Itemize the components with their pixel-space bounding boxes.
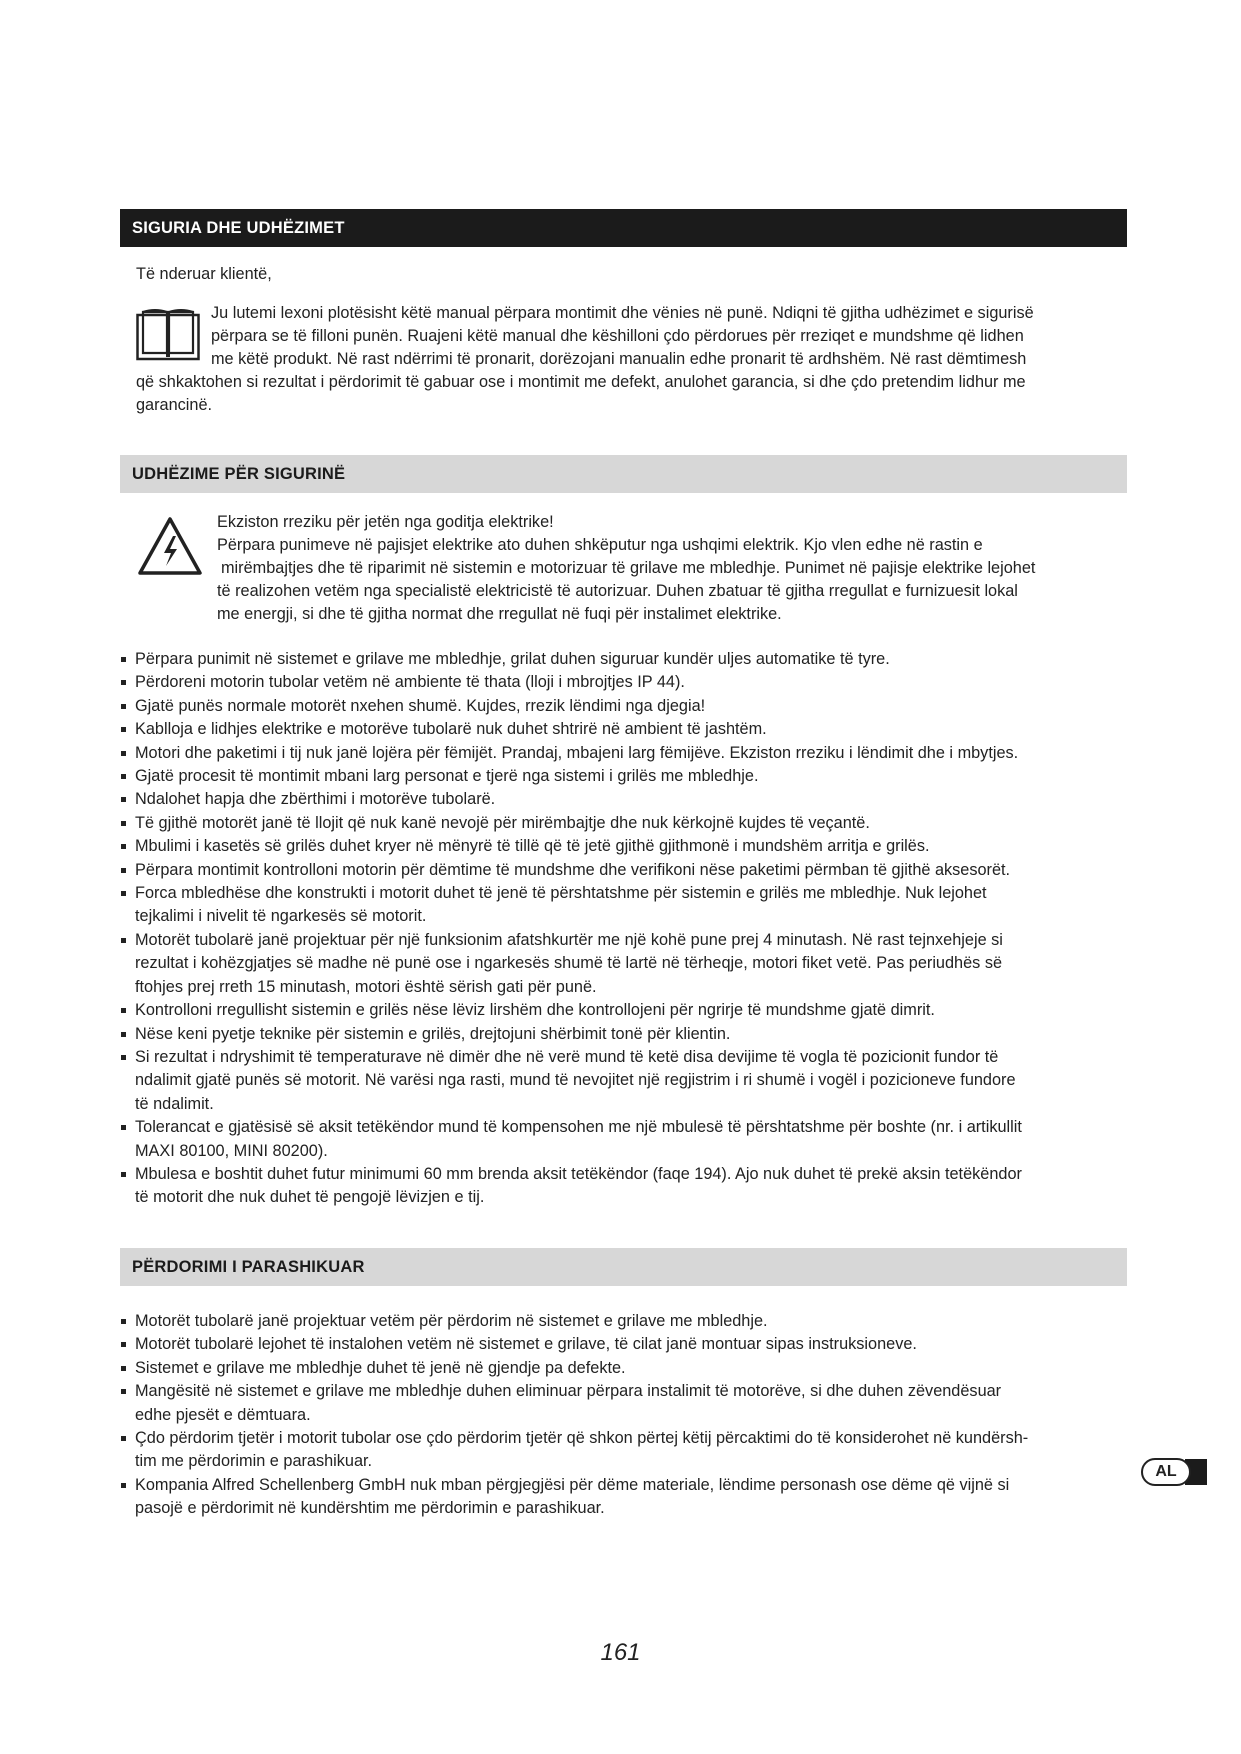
section-title: SIGURIA DHE UDHËZIMET — [132, 219, 345, 237]
list-item — [120, 929, 1022, 999]
list-item-line: Gjatë procesit të montimit mbani larg personat e tjerë nga sistemi i grilës me mbledhje. — [135, 767, 759, 786]
list-item — [120, 1380, 1028, 1427]
list-item-line: të motorit dhe nuk duhet të pengojë lëvizjen e tij. — [135, 1188, 485, 1207]
intro-line-1: Ju lutemi lexoni plotësisht këtë manual përpara montimit dhe vënies në punë. Ndiqni të gjitha udhëzimet e sigurisë — [211, 304, 1034, 322]
intended-use-bullet-list — [120, 1310, 1028, 1521]
warning-line-3: mirëmbajtjes dhe të riparimit në sistemin e motorizuar të grilave me mbledhje. Punimet në pajisje elektrike lejohet — [221, 559, 1036, 577]
list-item-line: edhe pjesët e dëmtuara. — [135, 1405, 311, 1424]
list-item — [120, 1046, 1022, 1116]
intro-line-5: garancinë. — [136, 396, 213, 414]
list-item — [120, 742, 1022, 765]
language-code: AL — [1141, 1458, 1191, 1486]
list-item-line: Përdoreni motorin tubolar vetëm në ambiente të thata (lloji i mbrojtjes IP 44). — [135, 673, 685, 692]
list-item — [120, 999, 1022, 1022]
list-item-line: Mangësitë në sistemet e grilave me mbledhje duhen eliminuar përpara instalimit të motorëve, si dhe duhen zëvendësuar — [135, 1382, 1002, 1401]
section-title: UDHËZIME PËR SIGURINË — [132, 465, 346, 483]
list-item — [120, 882, 1022, 929]
intro-line-4: që shkaktohen si rezultat i përdorimit të gabuar ose i montimit me defekt, anulohet garancia, si dhe çdo pretendim lidhur me — [136, 373, 1026, 391]
list-item-line: Motori dhe paketimi i tij nuk janë lojëra për fëmijët. Prandaj, mbajeni larg fëmijëve. Ekziston rreziku i lëndimit dhe i mbytjes. — [135, 743, 1019, 762]
open-book-icon — [136, 307, 200, 361]
intro-line-3: me këtë produkt. Në rast ndërrimi të pronarit, dorëzojani manualin edhe pronarit të ardhshëm. Në rast dëmtimesh — [211, 350, 1027, 368]
list-item — [120, 648, 1022, 671]
list-item — [120, 835, 1022, 858]
list-item-line: Motorët tubolarë janë projektuar vetëm për përdorim në sistemet e grilave me mbledhje. — [135, 1312, 768, 1330]
list-item — [120, 859, 1022, 882]
list-item-line: pasojë e përdorimit në kundërshtim me përdorimin e parashikuar. — [135, 1499, 605, 1518]
electric-hazard-icon — [137, 516, 203, 576]
greeting: Të nderuar klientë, — [136, 265, 272, 283]
page-number: 161 — [600, 1639, 641, 1666]
warning-line-2: Përpara punimeve në pajisjet elektrike ato duhen shkëputur nga ushqimi elektrik. Kjo vlen edhe në rastin e — [217, 536, 983, 554]
section-header-intended-use — [120, 1248, 1127, 1286]
list-item — [120, 765, 1022, 788]
list-item — [120, 1333, 1028, 1356]
list-item-line: të ndalimit. — [135, 1094, 214, 1113]
list-item-line: Çdo përdorim tjetër i motorit tubolar ose çdo përdorim tjetër që shkon përtej këtij përcaktimi do të konsiderohet në kundërsh- — [135, 1429, 1029, 1448]
list-item-line: Tolerancat e gjatësisë së aksit tetëkëndor mund të kompensohen me një mbulesë të përshtatshme për boshte (nr. i artikullit — [135, 1118, 1022, 1137]
list-item — [120, 1163, 1022, 1210]
list-item-line: Gjatë punës normale motorët nxehen shumë. Kujdes, rrezik lëndimi nga djegia! — [135, 696, 706, 715]
list-item-line: rezultat i kohëzgjatjes së madhe në punë ose i ngarkesës shumë të lartë në tërheqje, motori fiket vetë. Pas periudhës së — [135, 954, 1003, 973]
section-header-safety-instructions — [120, 209, 1127, 247]
intro-line-2: përpara se të filloni punën. Ruajeni këtë manual dhe këshilloni çdo përdorues për rreziqet e mundshme që lidhen — [211, 327, 1024, 345]
language-badge — [1141, 1458, 1211, 1486]
list-item — [120, 1023, 1022, 1046]
list-item-line: Mbulimi i kasetës së grilës duhet kryer në mënyrë të tillë që të jetë gjithë gjithmonë i mundshëm arritja e grilës. — [135, 837, 930, 856]
list-item-line: Motorët tubolarë lejohet të instalohen vetëm në sistemet e grilave, të cilat janë montuar sipas instruksioneve. — [135, 1335, 917, 1354]
list-item — [120, 1116, 1022, 1163]
list-item-line: Forca mbledhëse dhe konstrukti i motorit duhet të jenë të përshtatshme për sistemin e grilës me mbledhje. Nuk lejohet — [135, 884, 987, 903]
list-item-line: tim me përdorimin e parashikuar. — [135, 1452, 373, 1471]
list-item-line: ndalimit gjatë punës së motorit. Në varësi nga rasti, mund të nevojitet një regjistrim i ri shumë i vogël i pozicioneve fundore — [135, 1071, 1016, 1090]
list-item-line: Si rezultat i ndryshimit të temperaturave në dimër dhe në verë mund të ketë disa devijime të vogla të pozicionit fundor të — [135, 1047, 999, 1066]
warning-line-5: me energji, si dhe të gjitha normat dhe rregullat në fuqi për instalimet elektrike. — [217, 605, 782, 623]
list-item — [120, 1427, 1028, 1474]
list-item-line: Sistemet e grilave me mbledhje duhet të jenë në gjendje pa defekte. — [135, 1358, 626, 1377]
list-item-line: Motorët tubolarë janë projektuar për një funksionim afatshkurtër me një kohë pune prej 4 minutash. Në rast tejnxehjeje si — [135, 930, 1003, 949]
list-item — [120, 788, 1022, 811]
list-item-line: Ndalohet hapja dhe zbërthimi i motorëve tubolarë. — [135, 790, 496, 809]
list-item-line: Mbulesa e boshtit duhet futur minimumi 60 mm brenda aksit tetëkëndor (faqe 194). Ajo nuk duhet të prekë aksin tetëkëndor — [135, 1164, 1022, 1183]
list-item — [120, 695, 1022, 718]
list-item — [120, 1474, 1028, 1521]
list-item — [120, 812, 1022, 835]
list-item — [120, 1357, 1028, 1380]
list-item-line: MAXI 80100, MINI 80200). — [135, 1141, 328, 1160]
list-item-line: ftohjes prej rreth 15 minutash, motori është sërish gati për punë. — [135, 977, 597, 996]
list-item — [120, 718, 1022, 741]
list-item-line: Përpara punimit në sistemet e grilave me mbledhje, grilat duhen siguruar kundër uljes automatike të tyre. — [135, 650, 890, 668]
list-item — [120, 1310, 1028, 1333]
safety-bullet-list — [120, 648, 1022, 1210]
section-header-safety-notes — [120, 455, 1127, 493]
list-item — [120, 671, 1022, 694]
warning-line-4: të realizohen vetëm nga specialistë elektricistë të autorizuar. Duhen zbatuar të gjitha rregullat e furnizuesit lokal — [217, 582, 1018, 600]
list-item-line: Nëse keni pyetje teknike për sistemin e grilës, drejtojuni shërbimit tonë për klientin. — [135, 1024, 731, 1043]
list-item-line: tejkalimi i nivelit të ngarkesës së motorit. — [135, 907, 427, 926]
list-item-line: Kablloja e lidhjes elektrike e motorëve tubolarë nuk duhet shtrirë në ambient të jashtëm. — [135, 720, 767, 739]
warning-line-1: Ekziston rreziku për jetën nga goditja elektrike! — [217, 513, 554, 531]
section-title: PËRDORIMI I PARASHIKUAR — [132, 1258, 365, 1276]
list-item-line: Kontrolloni rregullisht sistemin e grilës nëse lëviz lirshëm dhe kontrollojeni për ngrirje të mundshme gjatë dimrit. — [135, 1001, 935, 1020]
list-item-line: Të gjithë motorët janë të llojit që nuk kanë nevojë për mirëmbajtje dhe nuk kërkojnë kujdes të veçantë. — [135, 813, 870, 832]
list-item-line: Përpara montimit kontrolloni motorin për dëmtime të mundshme dhe verifikoni nëse paketimi përmban të gjithë aksesorët. — [135, 860, 1011, 879]
list-item-line: Kompania Alfred Schellenberg GmbH nuk mban përgjegjësi për dëme materiale, lëndime personash ose dëme që vijnë si — [135, 1475, 1010, 1494]
